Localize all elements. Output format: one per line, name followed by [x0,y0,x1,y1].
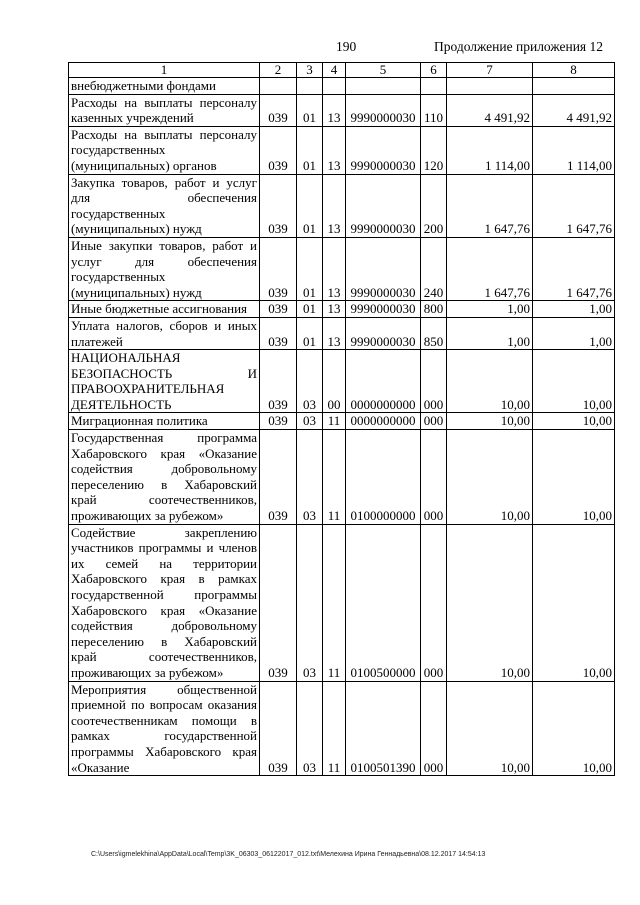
cell-amount: 1 647,76 [447,237,533,300]
row-name: Государственная программа Хабаровского края «Оказание содействия добровольному переселению в Хабаровский край соотечественников, проживающих за рубежом» [69,430,260,525]
cell-kind: 200 [421,174,447,237]
row-name: внебюджетными фондами [69,78,260,95]
cell-admin: 039 [260,126,297,174]
cell-amount: 10,00 [533,413,615,430]
cell-subsection: 13 [323,94,346,126]
cell-kind: 000 [421,430,447,525]
column-header: 5 [346,63,421,78]
cell-subsection: 11 [323,413,346,430]
table-row [69,174,615,237]
cell-admin: 039 [260,350,297,413]
cell-section: 01 [297,317,323,349]
column-header: 4 [323,63,346,78]
cell-kind: 110 [421,94,447,126]
row-name: Уплата налогов, сборов и иных платежей [69,317,260,349]
cell-kind: 850 [421,317,447,349]
cell-target: 9990000030 [346,174,421,237]
cell-amount: 4 491,92 [533,94,615,126]
continuation-caption: Продолжение приложения 12 [434,39,604,54]
cell-section: 01 [297,301,323,318]
cell-target: 0100000000 [346,430,421,525]
cell-kind: 240 [421,237,447,300]
cell-kind: 000 [421,413,447,430]
cell-kind: 000 [421,350,447,413]
cell-kind: 000 [421,524,447,681]
cell-target: 9990000030 [346,94,421,126]
cell-amount: 10,00 [533,430,615,525]
budget-table [68,62,615,776]
cell-subsection: 11 [323,430,346,525]
row-name: Мероприятия общественной приемной по вопросам оказания соотечественникам помощи в рамках государственной программы Хабаровского края «Оказание [69,681,260,776]
page-number: 190 [336,39,357,54]
table-row [69,78,615,95]
cell-target: 9990000030 [346,237,421,300]
cell-subsection: 13 [323,317,346,349]
table-row [69,301,615,318]
table-row [69,430,615,525]
cell-kind [421,78,447,95]
row-name: Иные закупки товаров, работ и услуг для обеспечения государственных (муниципальных) нужд [69,237,260,300]
column-header: 2 [260,63,297,78]
cell-amount [533,78,615,95]
cell-amount: 1 647,76 [533,174,615,237]
cell-kind: 800 [421,301,447,318]
cell-amount: 10,00 [447,413,533,430]
cell-subsection: 13 [323,301,346,318]
cell-admin: 039 [260,413,297,430]
cell-target: 0100501390 [346,681,421,776]
table-row [69,524,615,681]
table-row [69,413,615,430]
cell-section: 01 [297,237,323,300]
cell-kind: 120 [421,126,447,174]
cell-amount: 1,00 [533,317,615,349]
table-row [69,94,615,126]
cell-subsection: 13 [323,237,346,300]
cell-subsection: 11 [323,524,346,681]
column-header: 7 [447,63,533,78]
column-header: 1 [69,63,260,78]
cell-amount: 10,00 [533,350,615,413]
table-row [69,350,615,413]
cell-amount: 10,00 [533,524,615,681]
column-header: 8 [533,63,615,78]
cell-subsection: 00 [323,350,346,413]
cell-amount: 1,00 [447,317,533,349]
cell-admin: 039 [260,237,297,300]
cell-amount: 1 647,76 [447,174,533,237]
cell-section: 03 [297,681,323,776]
cell-subsection: 11 [323,681,346,776]
cell-amount: 10,00 [447,430,533,525]
table-row [69,126,615,174]
cell-amount: 1,00 [447,301,533,318]
cell-kind: 000 [421,681,447,776]
cell-amount [447,78,533,95]
cell-subsection: 13 [323,174,346,237]
row-name: Иные бюджетные ассигнования [69,301,260,318]
cell-section: 03 [297,350,323,413]
table-row [69,681,615,776]
table-row [69,317,615,349]
row-name: Расходы на выплаты персоналу казенных учреждений [69,94,260,126]
cell-admin: 039 [260,174,297,237]
cell-target: 9990000030 [346,301,421,318]
cell-amount: 1 114,00 [533,126,615,174]
cell-section: 03 [297,413,323,430]
cell-amount: 10,00 [447,681,533,776]
cell-admin [260,78,297,95]
cell-admin: 039 [260,317,297,349]
row-name: Расходы на выплаты персоналу государственных (муниципальных) органов [69,126,260,174]
cell-amount: 10,00 [447,350,533,413]
table-header-row [69,63,615,78]
cell-target: 9990000030 [346,126,421,174]
cell-subsection [323,78,346,95]
cell-target: 0100500000 [346,524,421,681]
cell-target: 9990000030 [346,317,421,349]
cell-section: 01 [297,126,323,174]
cell-section: 03 [297,430,323,525]
cell-admin: 039 [260,94,297,126]
file-path-footer: C:\Users\igmelekhina\AppData\Local\Temp\3K_06303_06122017_012.txt\Мелехина Ирина Геннадьевна\08.12.2017 14:54:13 [91,851,486,858]
cell-amount: 4 491,92 [447,94,533,126]
cell-admin: 039 [260,430,297,525]
column-header: 6 [421,63,447,78]
cell-amount: 1 647,76 [533,237,615,300]
cell-section: 01 [297,174,323,237]
row-name: Миграционная политика [69,413,260,430]
cell-admin: 039 [260,681,297,776]
cell-section [297,78,323,95]
table-row [69,237,615,300]
row-name: НАЦИОНАЛЬНАЯ БЕЗОПАСНОСТЬ И ПРАВООХРАНИТЕЛЬНАЯ ДЕЯТЕЛЬНОСТЬ [69,350,260,413]
cell-amount: 10,00 [447,524,533,681]
cell-section: 03 [297,524,323,681]
row-name: Содействие закреплению участников программы и членов их семей на территории Хабаровского края в рамках государственной программы Хабаровского края «Оказание содействия добровольному переселению в Хабаровский край соотечественников, проживающих за рубежом» [69,524,260,681]
cell-target: 0000000000 [346,350,421,413]
cell-target: 0000000000 [346,413,421,430]
cell-subsection: 13 [323,126,346,174]
cell-admin: 039 [260,301,297,318]
cell-admin: 039 [260,524,297,681]
cell-section: 01 [297,94,323,126]
cell-target [346,78,421,95]
cell-amount: 1,00 [533,301,615,318]
cell-amount: 10,00 [533,681,615,776]
cell-amount: 1 114,00 [447,126,533,174]
row-name: Закупка товаров, работ и услуг для обеспечения государственных (муниципальных) нужд [69,174,260,237]
column-header: 3 [297,63,323,78]
